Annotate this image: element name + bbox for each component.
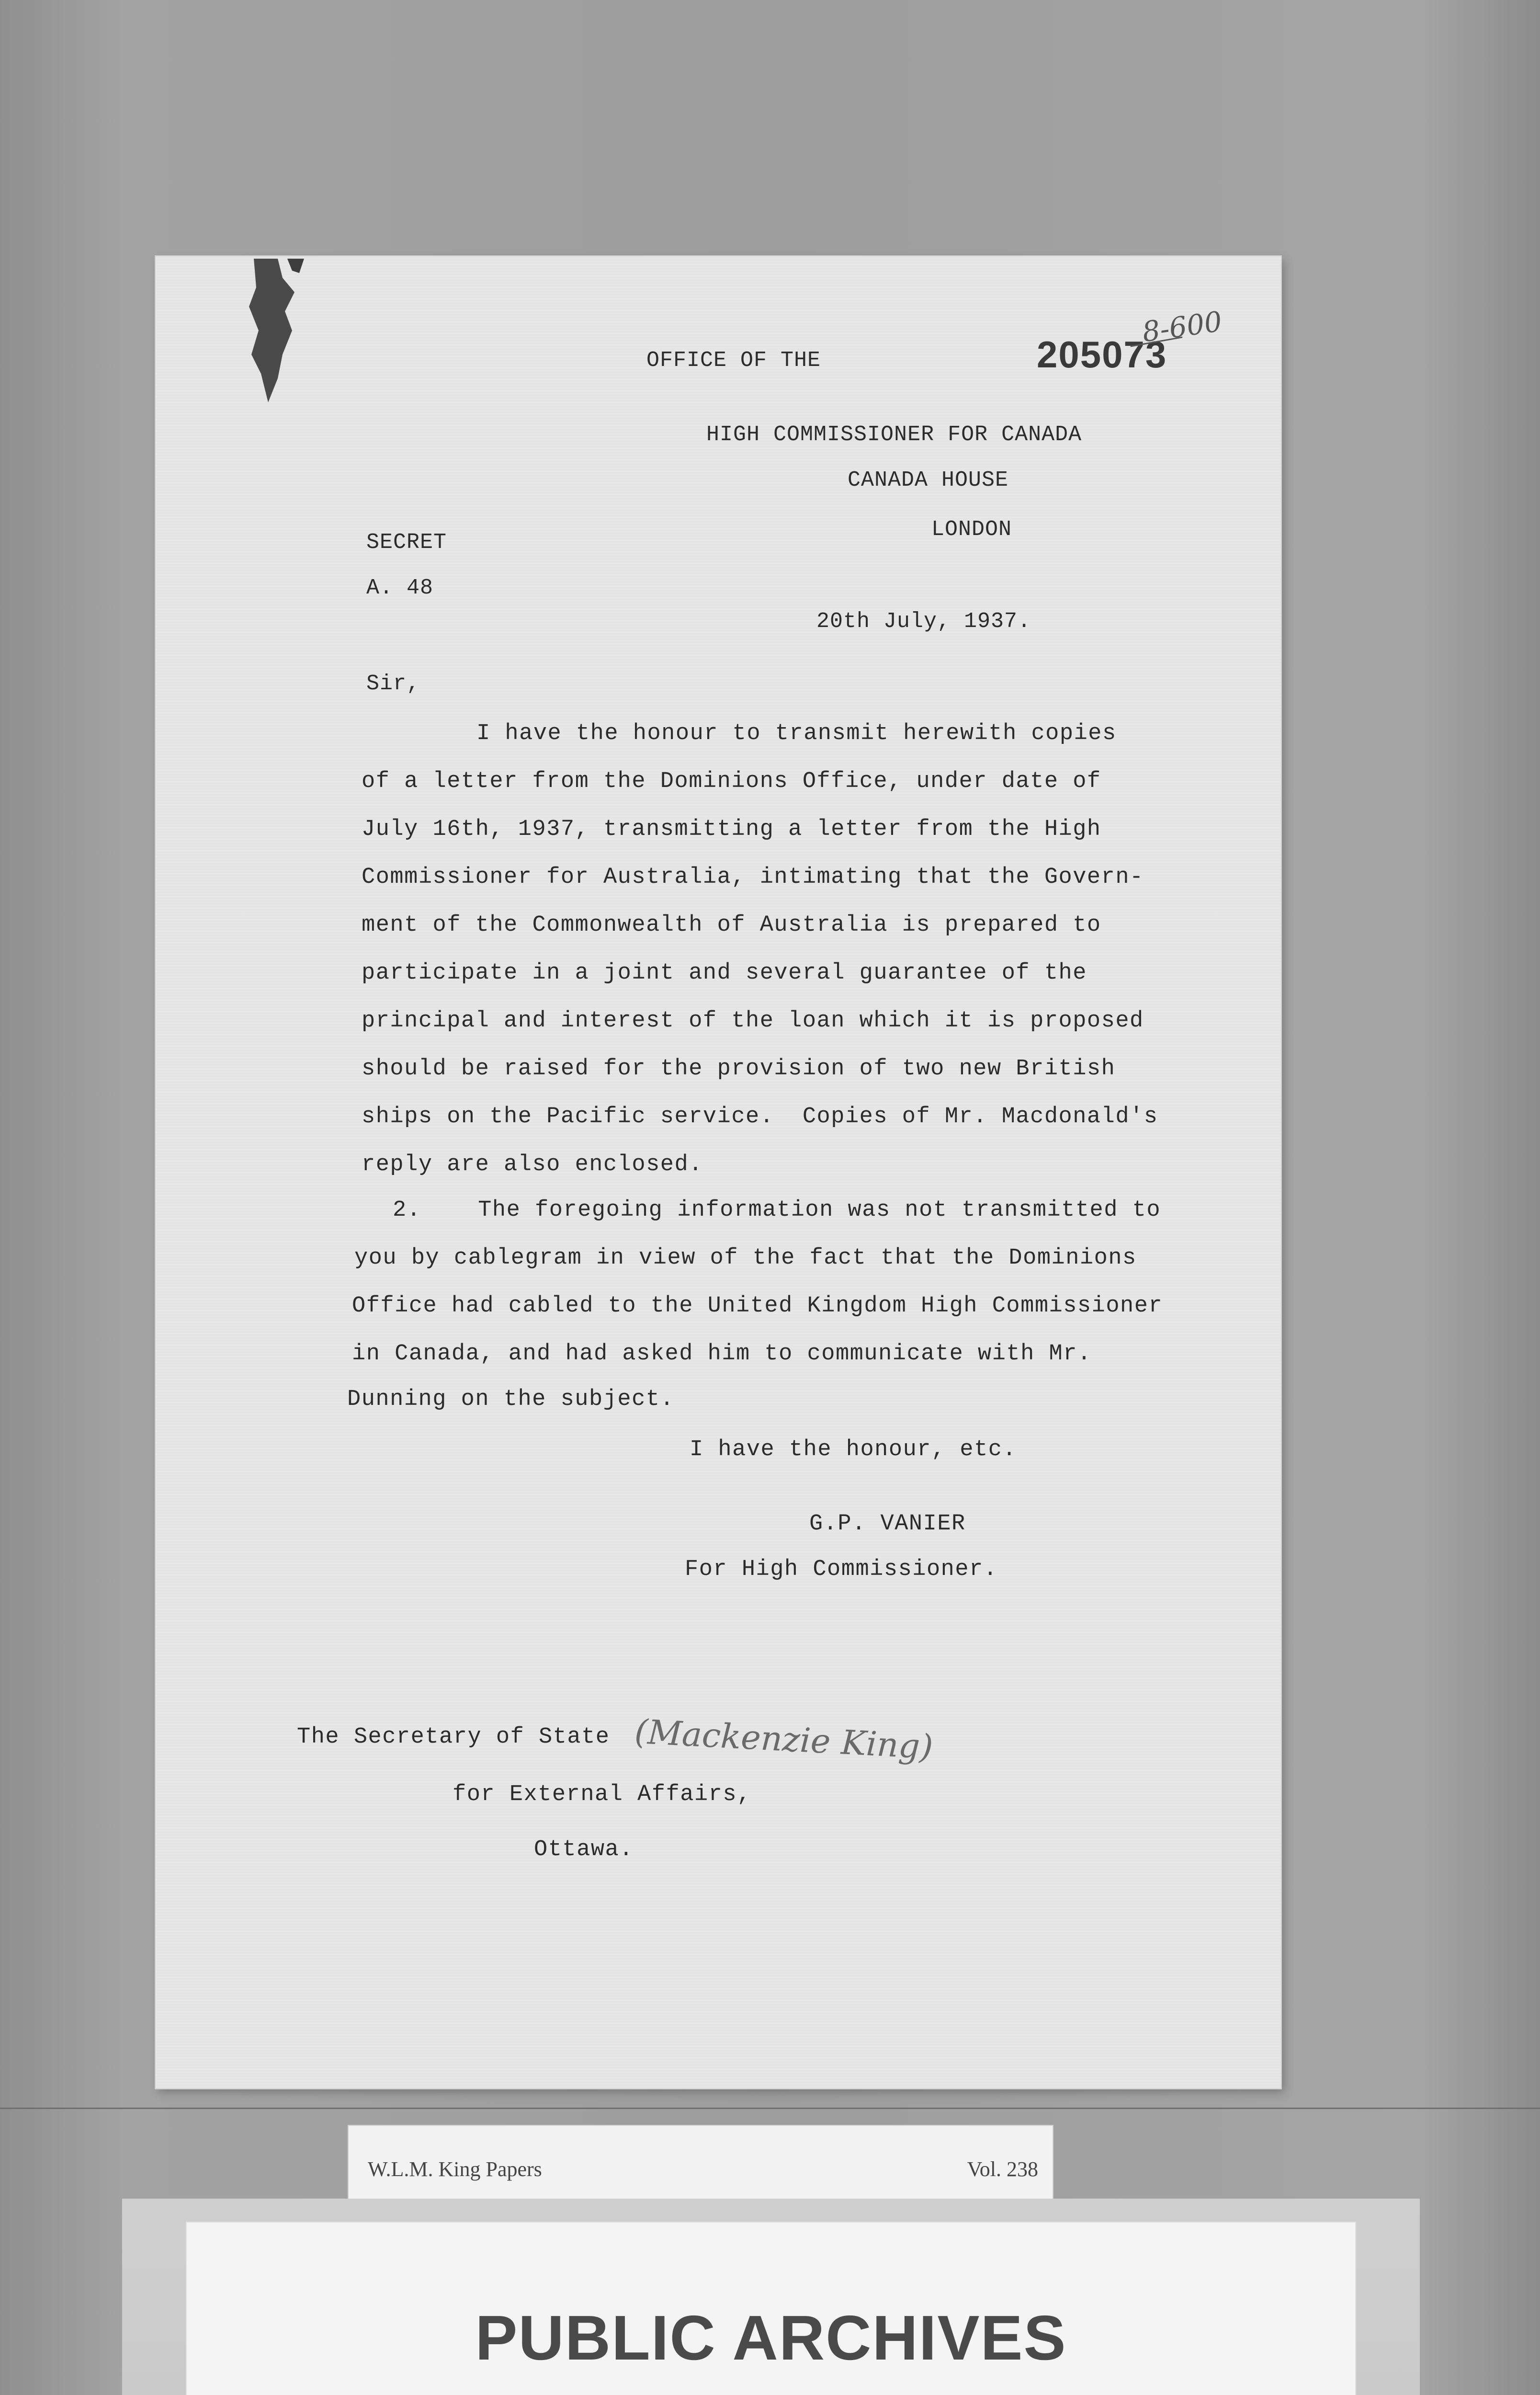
body-line: Office had cabled to the United Kingdom High Commissioner [352,1293,1163,1319]
body-line: July 16th, 1937, transmitting a letter from the High [362,817,1101,842]
letter-date: 20th July, 1937. [816,609,1031,634]
addressee-line: for External Affairs, [453,1782,751,1807]
body-line: 2. The foregoing information was not transmitted to [393,1198,1161,1223]
file-annotation: 8-600 [1140,305,1224,349]
office-line: OFFICE OF THE [646,348,821,373]
body-line: ships on the Pacific service. Copies of Mr. Macdonald's [362,1104,1158,1129]
body-line: principal and interest of the loan which it is proposed [362,1008,1144,1034]
office-name: HIGH COMMISSIONER FOR CANADA [706,422,1082,447]
body-line: Commissioner for Australia, intimating that the Govern- [362,865,1144,890]
body-line: of a letter from the Dominions Office, under date of [362,769,1101,794]
body-line: reply are also enclosed. [362,1152,703,1177]
building-name: CANADA HOUSE [848,468,1009,492]
addressee-line: Ottawa. [534,1837,634,1862]
body-line: ment of the Commonwealth of Australia is prepared to [362,912,1101,938]
body-line: participate in a joint and several guarantee of the [362,960,1087,986]
torn-corner-mark [249,259,306,402]
closing-line: I have the honour, etc. [690,1437,1017,1462]
body-line: in Canada, and had asked him to communicate with Mr. [352,1341,1092,1367]
body-line: should be raised for the provision of two new British [362,1056,1116,1082]
classification-label: SECRET [366,530,447,555]
signatory-name: G.P. VANIER [809,1511,966,1537]
body-line: I have the honour to transmit herewith copies [476,721,1117,746]
body-line: you by cablegram in view of the fact that the Dominions [354,1245,1137,1271]
salutation: Sir, [366,672,420,696]
archive-card-face [187,2223,1355,2395]
addressee-line: The Secretary of State [297,1724,610,1750]
signatory-title: For High Commissioner. [685,1557,998,1582]
frame-divider [0,2108,1540,2109]
archive-title-english: PUBLIC ARCHIVES [475,2303,1067,2373]
city-name: LONDON [931,517,1012,542]
file-number: 205073 [1037,333,1167,376]
letter-page [156,256,1281,2088]
handwritten-note: (Mackenzie King) [634,1711,934,1767]
reference-number: A. 48 [366,576,434,600]
archive-card [122,2199,1420,2395]
collection-name: W.L.M. King Papers [368,2157,542,2181]
volume-number: Vol. 238 [967,2157,1038,2181]
body-line: Dunning on the subject. [347,1387,675,1412]
